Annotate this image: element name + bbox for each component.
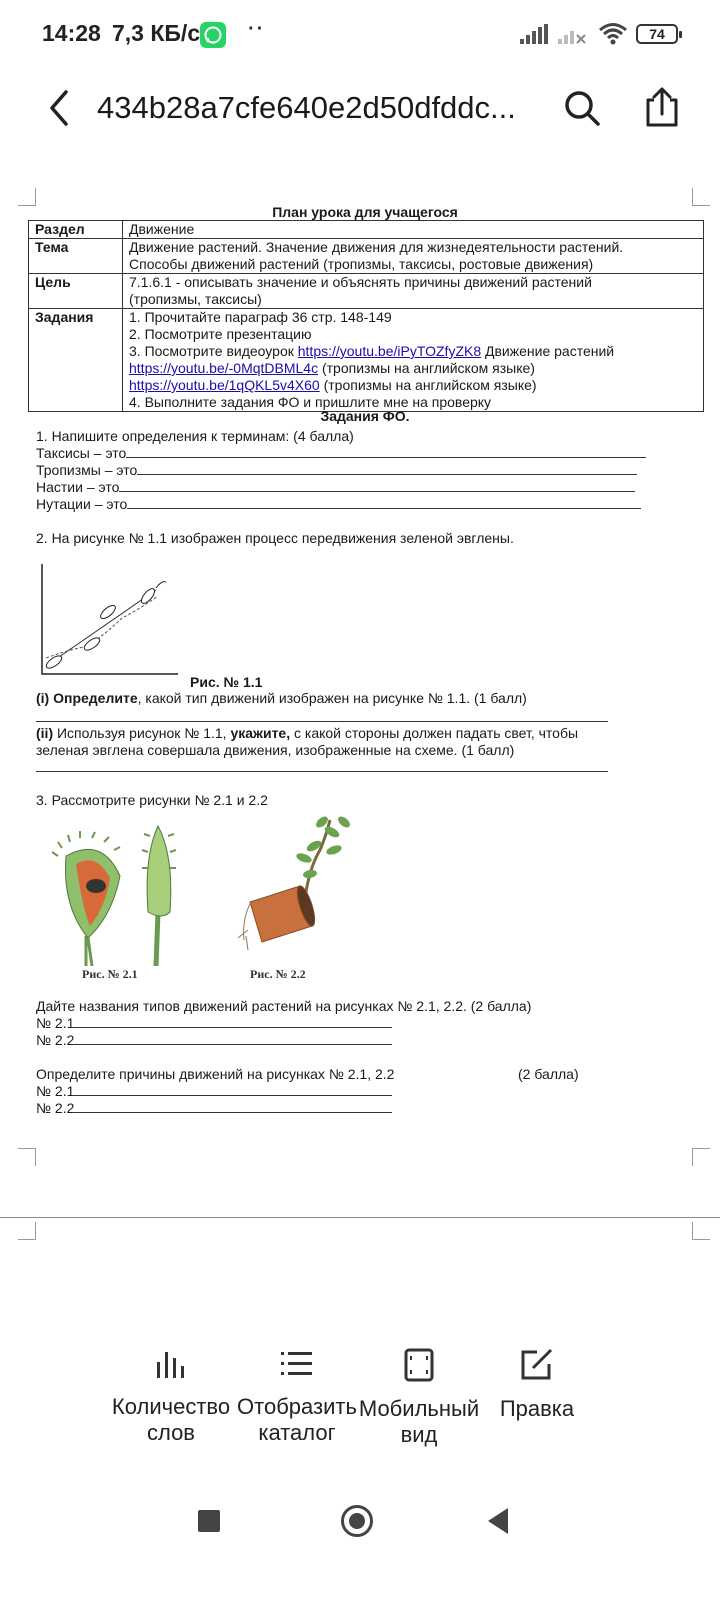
whatsapp-icon bbox=[200, 22, 226, 48]
row-label: Раздел bbox=[29, 221, 123, 239]
question-3a: Дайте названия типов движений растений на рисунках № 2.1, 2.2. (2 балла) bbox=[36, 998, 532, 1014]
term-line: Тропизмы – это bbox=[36, 462, 637, 479]
lesson-plan-table bbox=[28, 220, 704, 412]
question-2-ii: (ii) Используя рисунок № 1.1, укажите, с какой стороны должен падать свет, чтобы bbox=[36, 725, 579, 741]
table-row bbox=[29, 309, 704, 412]
venus-flytrap-figure bbox=[52, 816, 192, 966]
question-2-ii-line2: зеленая эвглена совершала движения, изображенные на схеме. (1 балл) bbox=[36, 742, 515, 758]
recent-apps-button[interactable] bbox=[198, 1510, 220, 1532]
app-header bbox=[0, 70, 720, 160]
answer-line bbox=[36, 771, 608, 772]
potted-plant-figure bbox=[234, 810, 364, 965]
figure-2-1-caption: Рис. № 2.1 bbox=[82, 967, 138, 981]
figure-1-1-caption: Рис. № 1.1 bbox=[190, 674, 263, 690]
edit-button[interactable]: Правка bbox=[472, 1348, 602, 1422]
mobile-view-icon bbox=[401, 1348, 437, 1382]
video-link-1[interactable]: https://youtu.be/iPyTOZfyZK8 bbox=[297, 343, 482, 359]
system-back-button[interactable] bbox=[488, 1508, 508, 1534]
system-nav-bar bbox=[0, 1500, 720, 1600]
page-divider bbox=[0, 1217, 720, 1218]
document-title: 434b28a7cfe640e2d50dfddc... bbox=[97, 90, 516, 125]
euglena-movement-figure bbox=[38, 562, 178, 680]
notification-dots: ·· bbox=[248, 18, 266, 40]
doc-heading: План урока для учащегося bbox=[272, 204, 458, 220]
row-value: 7.1.6.1 - описывать значение и объяснять причины движений растений (тропизмы, таксисы) bbox=[123, 274, 704, 309]
row-value: Движение bbox=[123, 221, 704, 239]
page-corner-mark bbox=[18, 1148, 36, 1166]
question-2-i: (i) Определите, какой тип движений изображен на рисунке № 1.1. (1 балл) bbox=[36, 690, 527, 706]
term-line: Настии – это bbox=[36, 479, 635, 496]
show-catalog-button[interactable]: Отобразить каталог bbox=[232, 1348, 362, 1446]
row-label: Задания bbox=[29, 309, 123, 412]
bottom-toolbar bbox=[0, 1330, 720, 1480]
fo-title: Задания ФО. bbox=[320, 408, 410, 424]
home-button[interactable] bbox=[341, 1505, 373, 1537]
wifi-icon bbox=[598, 22, 628, 46]
question-3b-points: (2 балла) bbox=[518, 1066, 579, 1082]
question-2: 2. На рисунке № 1.1 изображен процесс передвижения зеленой эвглены. bbox=[36, 530, 514, 546]
video-link-3[interactable]: https://youtu.be/1qQKL5v4X60 bbox=[129, 377, 320, 393]
table-row bbox=[29, 239, 704, 274]
status-time: 14:28 bbox=[42, 20, 101, 46]
mobile-view-button[interactable]: Мобильный вид bbox=[354, 1348, 484, 1448]
page-corner-mark bbox=[692, 1148, 710, 1166]
page-corner-mark bbox=[692, 1222, 710, 1240]
edit-icon bbox=[519, 1348, 555, 1382]
page-corner-mark bbox=[18, 1222, 36, 1240]
question-3: 3. Рассмотрите рисунки № 2.1 и 2.2 bbox=[36, 792, 268, 808]
table-row bbox=[29, 274, 704, 309]
share-button[interactable] bbox=[642, 86, 682, 128]
answer-item: № 2.1 bbox=[36, 1083, 392, 1100]
status-bar bbox=[0, 0, 720, 70]
row-value: Движение растений. Значение движения для жизнедеятельности растений. Способы движений растений (тропизмы, таксисы, ростовые движения) bbox=[123, 239, 704, 274]
battery-indicator: 74 bbox=[636, 24, 678, 44]
signal-strength-icon bbox=[520, 24, 550, 44]
row-value: 1. Прочитайте параграф 36 стр. 148-149 2. Посмотрите презентацию 3. Посмотрите видеоурок https://youtu.be/iPyTOZfyZK8 Движение растений https://youtu.be/-0MqtDBML4c (тропизмы на английском языке) https://youtu.be/1qQKL5v4X60 (тропизмы на английском языке) 4. Выполните задания ФО и пришлите мне на проверку bbox=[123, 309, 704, 412]
bar-chart-icon bbox=[153, 1348, 189, 1380]
network-speed: 7,3 КБ/с bbox=[112, 20, 201, 46]
word-count-button[interactable]: Количество слов bbox=[106, 1348, 236, 1446]
answer-item: № 2.1 bbox=[36, 1015, 392, 1032]
term-line: Нутации – это bbox=[36, 496, 641, 513]
row-label: Тема bbox=[29, 239, 123, 274]
video-link-2[interactable]: https://youtu.be/-0MqtDBML4c bbox=[129, 360, 319, 376]
signal-no-service-icon bbox=[558, 24, 588, 44]
question-1: 1. Напишите определения к терминам: (4 балла) bbox=[36, 428, 354, 444]
answer-line bbox=[36, 721, 608, 722]
row-label: Цель bbox=[29, 274, 123, 309]
answer-item: № 2.2 bbox=[36, 1100, 392, 1117]
question-3b: Определите причины движений на рисунках № 2.1, 2.2 bbox=[36, 1066, 395, 1082]
figure-2-2-caption: Рис. № 2.2 bbox=[250, 967, 306, 981]
back-button[interactable] bbox=[40, 88, 80, 128]
table-row bbox=[29, 221, 704, 239]
answer-item: № 2.2 bbox=[36, 1032, 392, 1049]
term-line: Таксисы – это bbox=[36, 445, 646, 462]
document-viewer[interactable] bbox=[0, 180, 720, 1220]
list-icon bbox=[279, 1348, 315, 1380]
search-button[interactable] bbox=[562, 88, 602, 128]
